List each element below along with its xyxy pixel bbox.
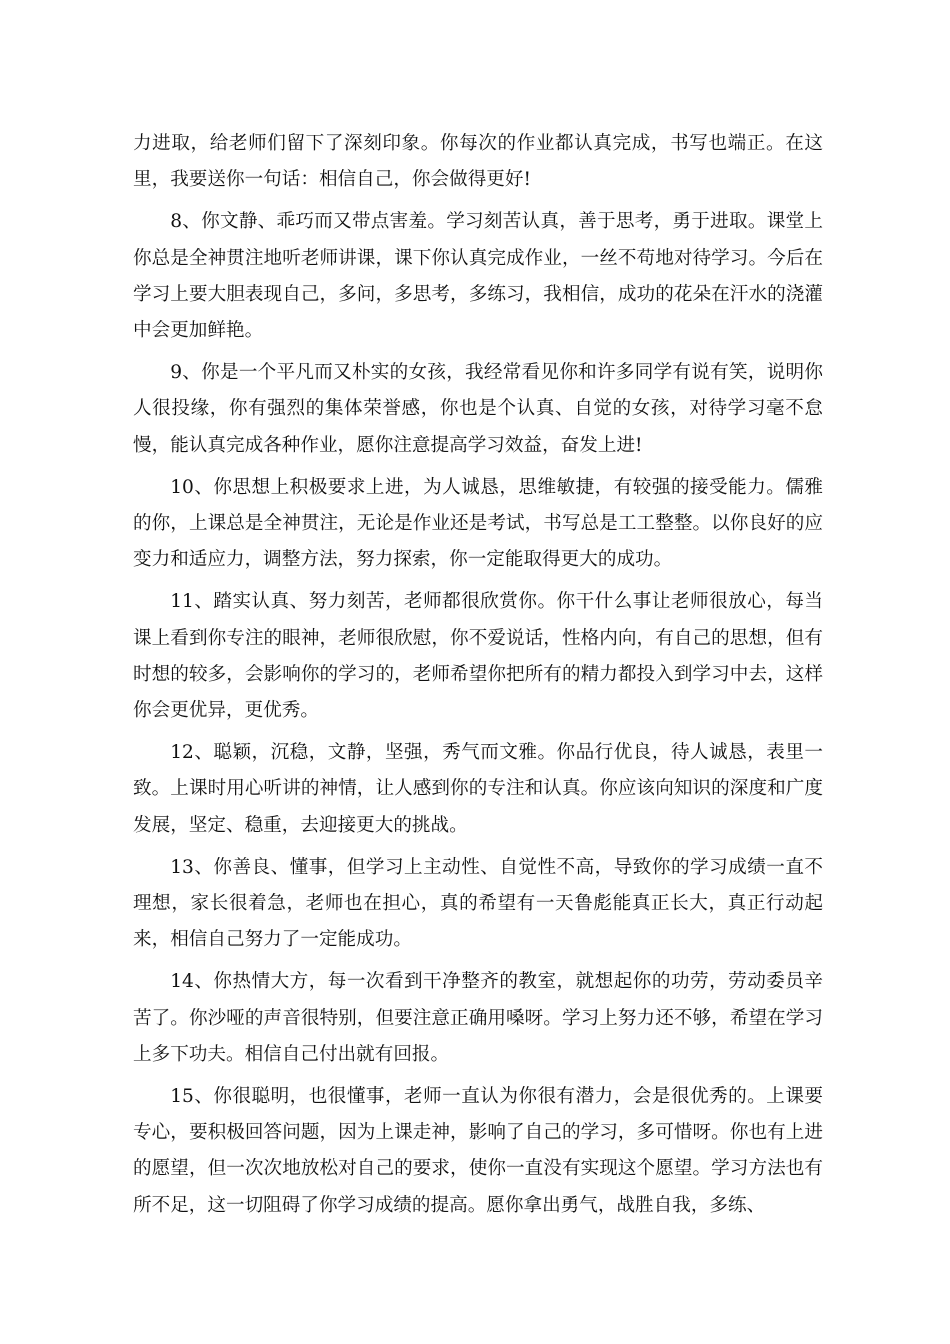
paragraph-item-15: 15、你很聪明，也很懂事，老师一直认为你很有潜力，会是很优秀的。上课要专心，要积极回答问题，因为上课走神，影响了自己的学习，多可惜呀。你也有上进的愿望，但一次次地放松对自己的要求，使你一直没有实现这个愿望。学习方法也有所不足，这一切阻碍了你学习成绩的提高。愿你拿出勇气，战胜自我，多练、 <box>133 1086 823 1216</box>
paragraph-item-9: 9、你是一个平凡而又朴实的女孩，我经常看见你和许多同学有说有笑，说明你人很投缘，你有强烈的集体荣誉感，你也是个认真、自觉的女孩，对待学习毫不怠慢，能认真完成各种作业，愿你注意提高学习效益，奋发上进! <box>133 362 823 456</box>
paragraph-continuation: 力进取，给老师们留下了深刻印象。你每次的作业都认真完成，书写也端正。在这里，我要送你一句话：相信自己，你会做得更好! <box>133 133 823 191</box>
paragraph-item-12: 12、聪颖，沉稳，文静，坚强，秀气而文雅。你品行优良，待人诚恳，表里一致。上课时用心听讲的神情，让人感到你的专注和认真。你应该向知识的深度和广度发展，坚定、稳重，去迎接更大的挑战。 <box>133 742 823 836</box>
paragraph-item-8: 8、你文静、乖巧而又带点害羞。学习刻苦认真，善于思考，勇于进取。课堂上你总是全神贯注地听老师讲课，课下你认真完成作业，一丝不苟地对待学习。今后在学习上要大胆表现自己，多问，多思考，多练习，我相信，成功的花朵在汗水的浇灌中会更加鲜艳。 <box>133 211 823 342</box>
document-body <box>133 126 823 1230</box>
paragraph-item-11: 11、踏实认真、努力刻苦，老师都很欣赏你。你干什么事让老师很放心，每当课上看到你专注的眼神，老师很欣慰，你不爱说话，性格内向，有自己的思想，但有时想的较多，会影响你的学习的，老师希望你把所有的精力都投入到学习中去，这样你会更优异，更优秀。 <box>133 591 823 722</box>
paragraph-item-10: 10、你思想上积极要求上进，为人诚恳，思维敏捷，有较强的接受能力。儒雅的你，上课总是全神贯注，无论是作业还是考试，书写总是工工整整。以你良好的应变力和适应力，调整方法，努力探索，你一定能取得更大的成功。 <box>133 476 823 571</box>
paragraph-item-14: 14、你热情大方，每一次看到干净整齐的教室，就想起你的功劳，劳动委员辛苦了。你沙哑的声音很特别，但要注意正确用嗓呀。学习上努力还不够，希望在学习上多下功夫。相信自己付出就有回报。 <box>133 971 823 1065</box>
paragraph-item-13: 13、你善良、懂事，但学习上主动性、自觉性不高，导致你的学习成绩一直不理想，家长很着急，老师也在担心，真的希望有一天鲁彪能真正长大，真正行动起来，相信自己努力了一定能成功。 <box>133 856 823 951</box>
